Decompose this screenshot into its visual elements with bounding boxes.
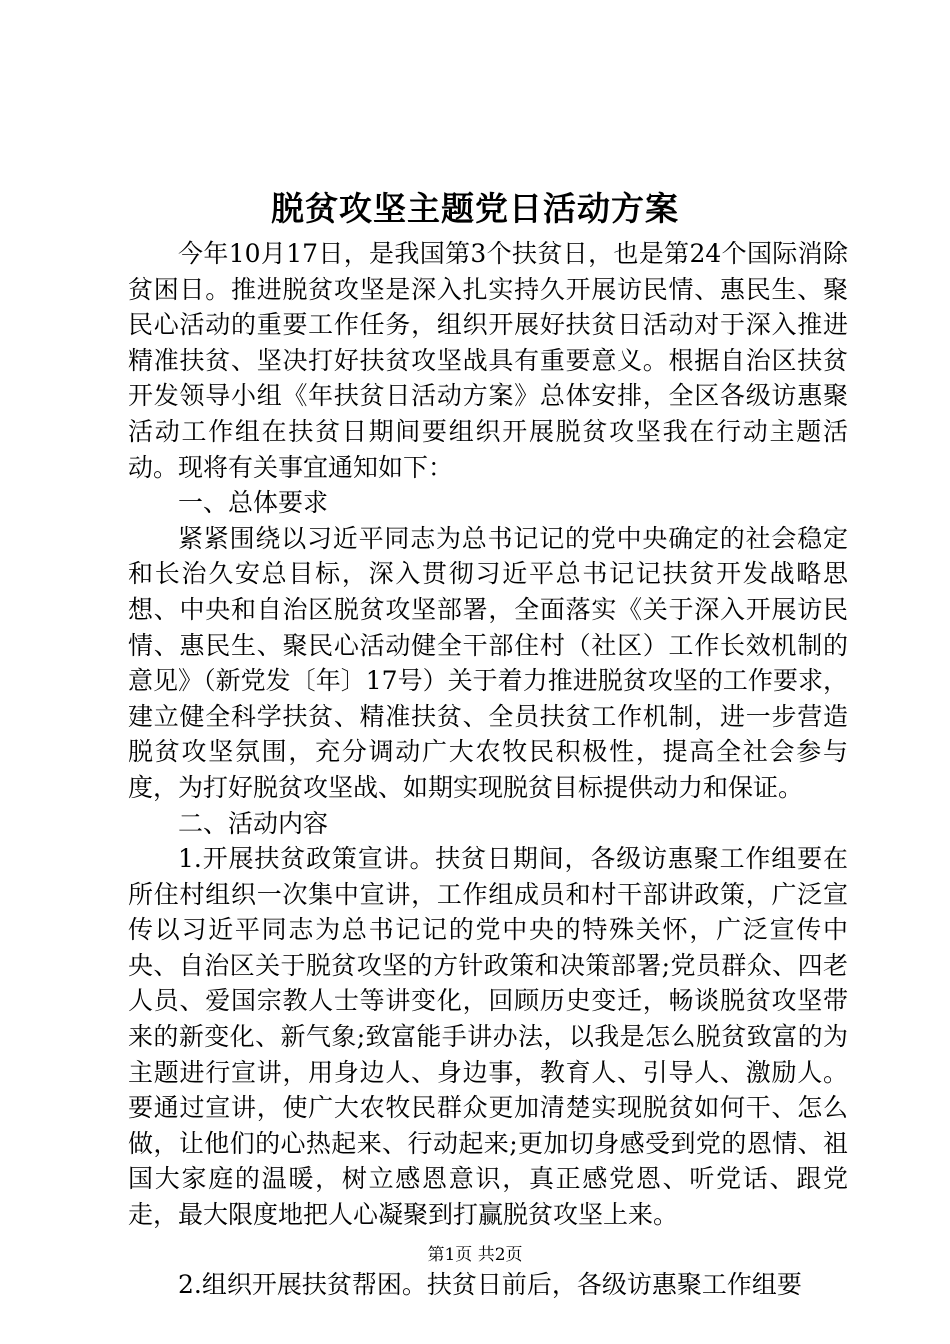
document-body	[128, 236, 848, 1302]
page-footer: 第1页 共2页	[427, 1245, 523, 1265]
item-1-paragraph: 1.开展扶贫政策宣讲。扶贫日期间，各级访惠聚工作组要在所住村组织一次集中宣讲，工作组成员和村干部讲政策，广泛宣传以习近平同志为总书记记的党中央的特殊关怀，广泛宣传中央、自治区关于脱贫攻坚的方针政策和决策部署;党员群众、四老人员、爱国宗教人士等讲变化，回顾历史变迁，畅谈脱贫攻坚带来的新变化、新气象;致富能手讲办法，以我是怎么脱贫致富的为主题进行宣讲，用身边人、身边事，教育人、引导人、激励人。要通过宣讲，使广大农牧民群众更加清楚实现脱贫如何干、怎么做，让他们的心热起来、行动起来;更加切身感受到党的恩情、祖国大家庭的温暖，树立感恩意识，真正感党恩、听党话、跟党走，最大限度地把人心凝聚到打赢脱贫攻坚上来。	[128, 844, 848, 1230]
general-requirements-paragraph: 紧紧围绕以习近平同志为总书记记的党中央确定的社会稳定和长治久安总目标，深入贯彻习近平总书记记扶贫开发战略思想、中央和自治区脱贫攻坚部署，全面落实《关于深入开展访民情、惠民生、聚民心活动健全干部住村（社区）工作长效机制的意见》（新党发〔年〕17号）关于着力推进脱贫攻坚的工作要求，建立健全科学扶贫、精准扶贫、全员扶贫工作机制，进一步营造脱贫攻坚氛围，充分调动广大农牧民积极性，提高全社会参与度，为打好脱贫攻坚战、如期实现脱贫目标提供动力和保证。	[128, 523, 848, 802]
item-2-paragraph: 2.组织开展扶贫帮困。扶贫日前后，各级访惠聚工作组要	[178, 1269, 802, 1299]
section-heading-general-requirements: 一、总体要求	[178, 488, 329, 518]
intro-paragraph: 今年10月17日，是我国第3个扶贫日，也是第24个国际消除贫困日。推进脱贫攻坚是深入扎实持久开展访民情、惠民生、聚民心活动的重要工作任务，组织开展好扶贫日活动对于深入推进精准扶贫、坚决打好扶贫攻坚战具有重要意义。根据自治区扶贫开发领导小组《年扶贫日活动方案》总体安排，全区各级访惠聚活动工作组在扶贫日期间要组织开展脱贫攻坚我在行动主题活动。现将有关事宜通知如下：	[128, 239, 848, 482]
section-heading-activity-content: 二、活动内容	[178, 808, 329, 838]
document-title: 脱贫攻坚主题党日活动方案	[271, 189, 679, 228]
